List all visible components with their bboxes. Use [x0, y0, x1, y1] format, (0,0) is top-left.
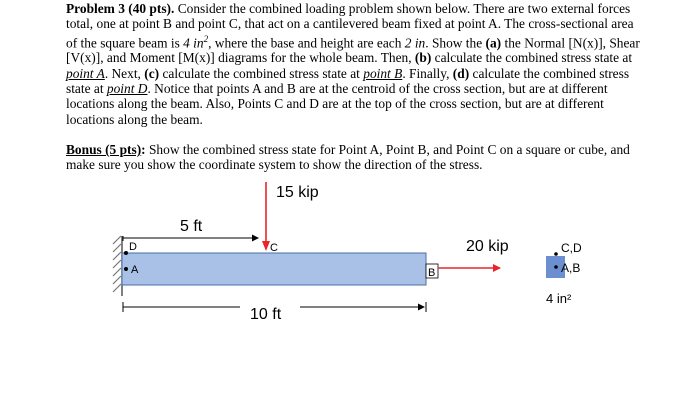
point-a-ref: point A: [66, 65, 105, 81]
dim-10ft-label: 10 ft: [250, 306, 282, 323]
force-c-arrow: [262, 182, 270, 251]
bonus-heading: Bonus (5 pts): [66, 142, 142, 157]
point-b-label: B: [428, 267, 436, 279]
section-mid-label: A,B: [561, 261, 581, 275]
point-a-marker: [124, 267, 128, 271]
problem-statement: Problem 3 (40 pts). Consider the combined loading problem shown below. There are two external forces total, one at point B and point C, that act on a cantilevered beam fixed at point A. The cross-sectional area of the square beam is 4 $in^2$, where the base and height are each 2 in. Show the (a) the Normal [N(x)], Shear [V(x)], and Moment [M(x)] diagrams for the whole beam. Then, (b) calculate the combined stress state at point A. Next, (c) calculate the combined stress state at point B. Finally, (d) calculate the combined stress state at point D. Notice that points A and B are at the centroid of the cross section, but are at different locations along the beam. Also, Points C and D are at the top of the cross section, but are at different locations along the beam.: [66, 1, 640, 127]
force-c-label: 15 kip: [276, 184, 319, 201]
section-area-label: 4 in²: [546, 291, 572, 306]
point-c-label: C: [270, 242, 278, 254]
dim-5ft-label: 5 ft: [180, 218, 203, 235]
section-top-label: C,D: [561, 241, 582, 255]
force-b-label: 20 kip: [466, 238, 509, 255]
problem-heading: Problem 3 (40 pts).: [66, 1, 175, 16]
beam: [122, 253, 426, 285]
point-d-marker: [124, 251, 128, 255]
point-d-label: D: [129, 241, 137, 253]
point-b-ref: point B: [363, 65, 403, 81]
fixed-support: [113, 236, 122, 296]
section-mid-marker: [554, 265, 558, 269]
point-d-ref: point D: [106, 80, 148, 96]
dim-5ft: [123, 236, 258, 241]
bonus-statement: Bonus (5 pts): Show the combined stress state for Point A, Point B, and Point C on a square or cube, and make sure you show the coordinate system to show the direction of the stress.: [66, 142, 630, 173]
point-a-label: A: [131, 264, 139, 276]
section-top-marker: [554, 252, 558, 256]
